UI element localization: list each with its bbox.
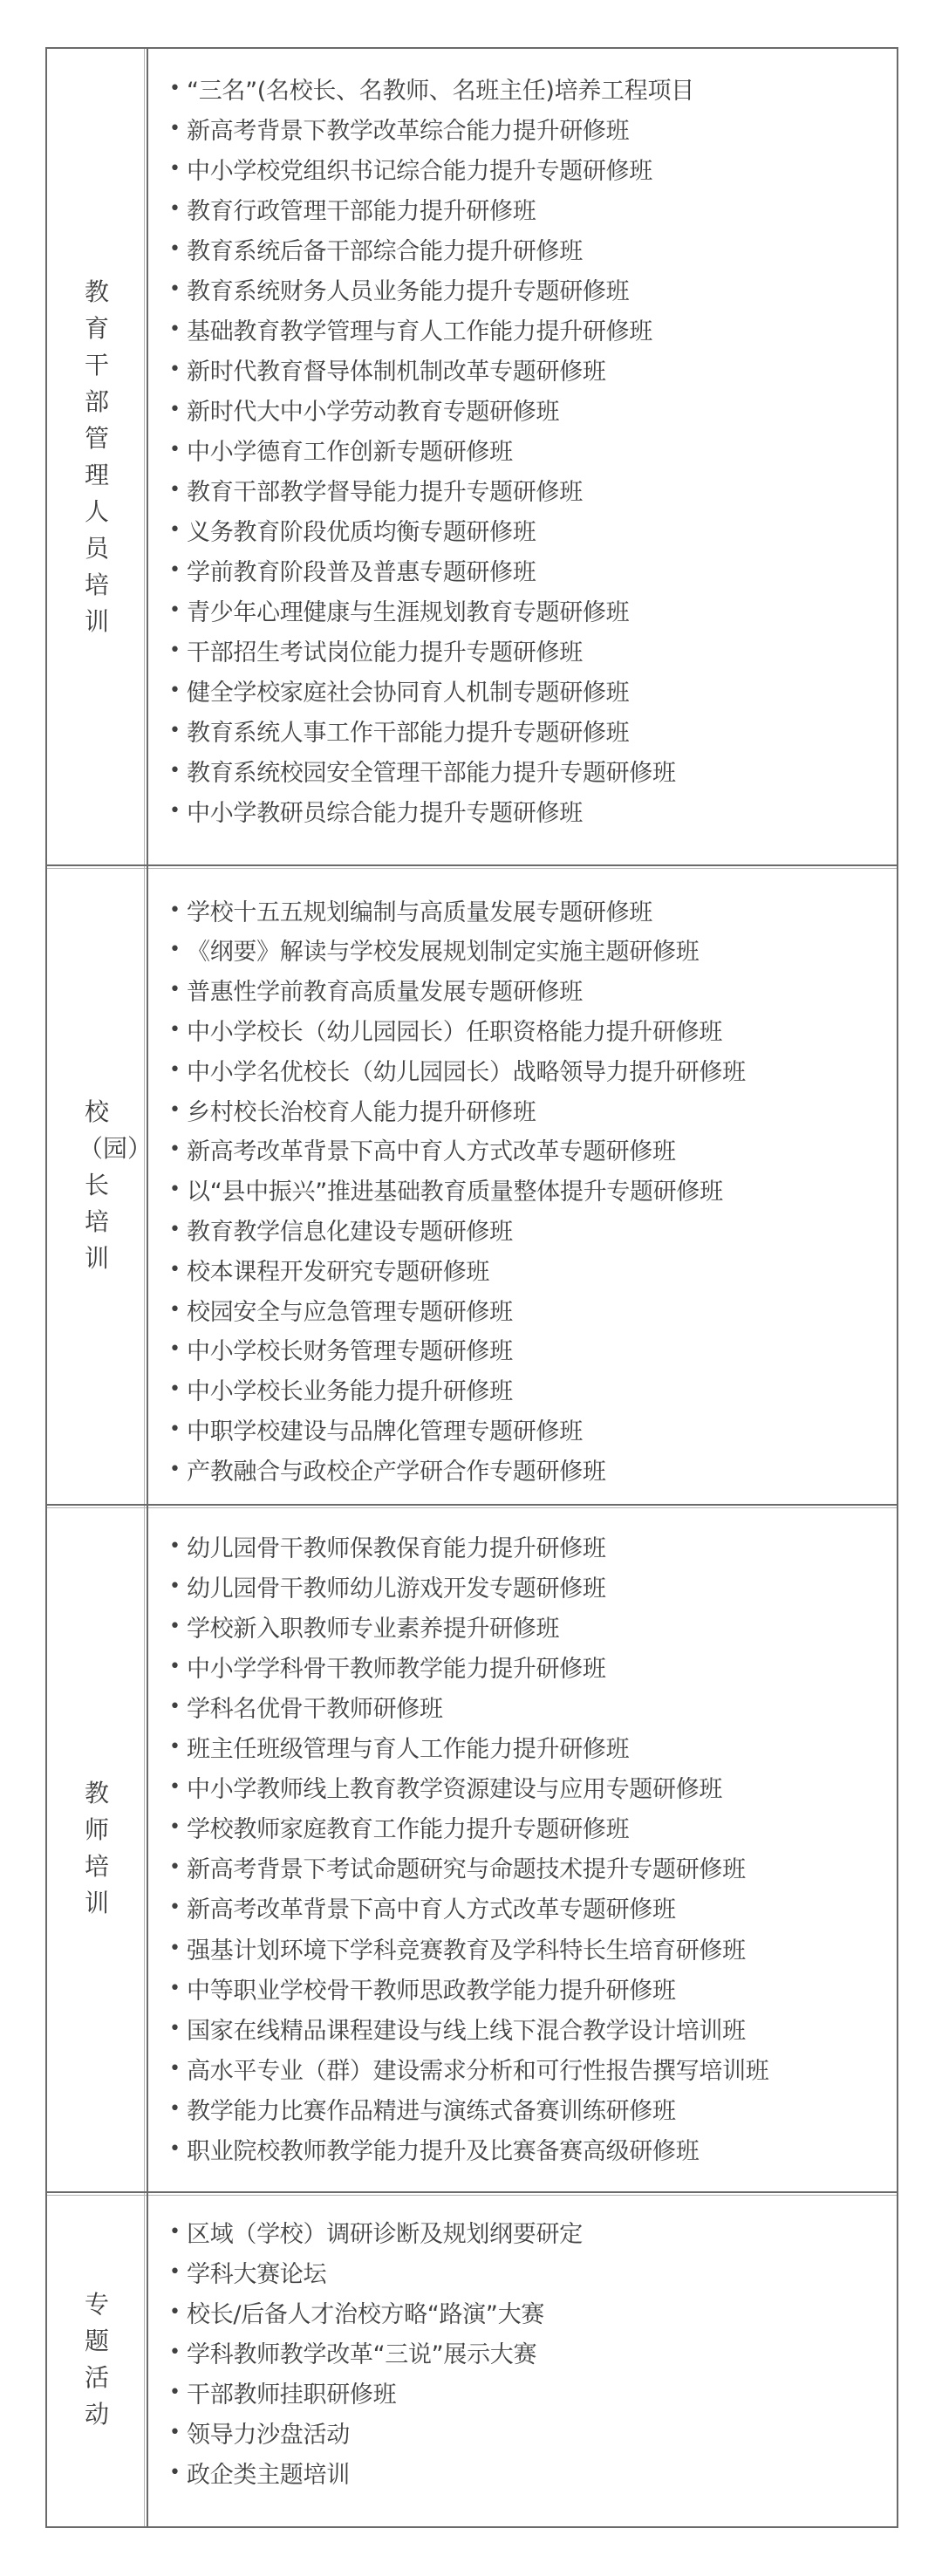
course-name: 义务教育阶段优质均衡专题研修班 (187, 518, 536, 546)
course-name: “三名”(名校长、名教师、名班主任)培养工程项目 (187, 77, 694, 105)
course-name: 教育系统财务人员业务能力提升专题研修班 (187, 277, 630, 305)
course-name: 新高考背景下教学改革综合能力提升研修班 (187, 117, 630, 145)
list-item (169, 671, 888, 709)
list-item (169, 751, 888, 789)
list-item (169, 1050, 888, 1089)
list-item (169, 470, 888, 509)
list-item (169, 189, 888, 228)
list-item (169, 2009, 888, 2047)
course-name: 教学能力比赛作品精进与演练式备赛训练研修班 (187, 2097, 676, 2125)
list-item (169, 1250, 888, 1288)
category-cell (47, 1506, 148, 2191)
course-name: 健全学校家庭社会协同育人机制专题研修班 (187, 679, 630, 707)
bullet-icon: • (169, 979, 181, 1001)
list-item (169, 1728, 888, 1766)
list-item (169, 1768, 888, 1807)
course-name: 新高考改革背景下高中育人方式改革专题研修班 (187, 1138, 676, 1166)
course-name: 强基计划环境下学科竞赛教育及学科特长生培育研修班 (187, 1937, 746, 1964)
course-name: 职业院校教师教学能力提升及比赛备赛高级研修班 (187, 2138, 700, 2165)
bullet-icon: • (169, 157, 181, 180)
bullet-icon: • (169, 799, 181, 822)
category-cell (47, 2193, 148, 2526)
course-name: 产教融合与政校企产学研合作专题研修班 (187, 1458, 606, 1486)
list-item (169, 1171, 888, 1209)
course-name: 高水平专业（群）建设需求分析和可行性报告撰写培训班 (187, 2057, 769, 2085)
list-item (169, 1450, 888, 1488)
list-item (169, 1010, 888, 1049)
course-name: 学前教育阶段普及普惠专题研修班 (187, 558, 536, 586)
bullet-icon: • (169, 438, 181, 461)
course-name: 青少年心理健康与生涯规划教育专题研修班 (187, 598, 630, 626)
course-table (45, 47, 898, 2528)
bullet-icon: • (169, 2220, 181, 2243)
course-name: 学校十五五规划编制与高质量发展专题研修班 (187, 899, 652, 926)
bullet-icon: • (169, 1937, 181, 1959)
list-item (169, 2292, 888, 2331)
bullet-icon: • (169, 1098, 181, 1121)
list-item (169, 1567, 888, 1605)
bullet-icon: • (169, 759, 181, 782)
bullet-icon: • (169, 1655, 181, 1677)
bullet-icon: • (169, 2421, 181, 2443)
bullet-icon: • (169, 2461, 181, 2484)
section-row-teacher-training (47, 1504, 897, 2191)
bullet-icon: • (169, 719, 181, 741)
list-item (169, 631, 888, 669)
section-row-cadre-training (47, 49, 897, 864)
course-name: 教育系统校园安全管理干部能力提升专题研修班 (187, 759, 676, 787)
course-name: 班主任班级管理与育人工作能力提升研修班 (187, 1736, 630, 1763)
bullet-icon: • (169, 2340, 181, 2363)
bullet-icon: • (169, 1776, 181, 1799)
course-name: 校本课程开发研究专题研修班 (187, 1258, 490, 1286)
list-item (169, 310, 888, 348)
list-item (169, 430, 888, 468)
course-name: 中小学校党组织书记综合能力提升专题研修班 (187, 157, 652, 185)
course-name: 干部教师挂职研修班 (187, 2381, 397, 2409)
course-name: 学科大赛论坛 (187, 2260, 327, 2288)
course-name: 校长/后备人才治校方略“路演”大赛 (187, 2300, 544, 2328)
bullet-icon: • (169, 1378, 181, 1401)
category-cell (47, 49, 148, 864)
course-name: 新时代教育督导体制机制改革专题研修班 (187, 358, 606, 386)
bullet-icon: • (169, 1615, 181, 1637)
course-name: 中小学校长业务能力提升研修班 (187, 1378, 513, 1406)
list-item (169, 2252, 888, 2291)
list-item (169, 1647, 888, 1685)
course-name: 幼儿园骨干教师幼儿游戏开发专题研修班 (187, 1575, 606, 1602)
bullet-icon: • (169, 318, 181, 340)
list-item (169, 2453, 888, 2491)
bullet-icon: • (169, 1258, 181, 1281)
bullet-icon: • (169, 1298, 181, 1321)
course-name: 学校教师家庭教育工作能力提升专题研修班 (187, 1816, 630, 1844)
course-name: 以“县中振兴”推进基础教育质量整体提升专题研修班 (187, 1179, 723, 1206)
bullet-icon: • (169, 1695, 181, 1718)
course-name: 教育行政管理干部能力提升研修班 (187, 197, 536, 225)
section-row-special-activities (47, 2191, 897, 2526)
list-item (169, 1848, 888, 1887)
course-name: 教育干部教学督导能力提升专题研修班 (187, 478, 583, 506)
bullet-icon: • (169, 899, 181, 921)
list-item (169, 891, 888, 929)
list-item (169, 550, 888, 589)
bullet-icon: • (169, 2381, 181, 2403)
bullet-icon: • (169, 1977, 181, 1999)
bullet-icon: • (169, 2260, 181, 2283)
list-item (169, 791, 888, 830)
course-name: 校园安全与应急管理专题研修班 (187, 1298, 513, 1326)
bullet-icon: • (169, 117, 181, 140)
bullet-icon: • (169, 1018, 181, 1041)
bullet-icon: • (169, 277, 181, 300)
bullet-icon: • (169, 639, 181, 661)
bullet-icon: • (169, 1534, 181, 1557)
list-item (169, 149, 888, 188)
bullet-icon: • (169, 1218, 181, 1240)
bullet-icon: • (169, 478, 181, 501)
course-name: 教育系统人事工作干部能力提升专题研修班 (187, 719, 630, 747)
course-name: 中等职业学校骨干教师思政教学能力提升研修班 (187, 1977, 676, 2005)
course-name: 区域（学校）调研诊断及规划纲要研定 (187, 2220, 583, 2248)
bullet-icon: • (169, 1575, 181, 1597)
course-name: 中小学校长财务管理专题研修班 (187, 1338, 513, 1366)
list-item (169, 1410, 888, 1448)
bullet-icon: • (169, 558, 181, 581)
list-item (169, 1210, 888, 1248)
list-item (169, 270, 888, 308)
course-name: 教育系统后备干部综合能力提升研修班 (187, 237, 583, 265)
section-row-principal-training (47, 864, 897, 1504)
course-list (148, 2193, 897, 2526)
course-name: 国家在线精品课程建设与线上线下混合教学设计培训班 (187, 2017, 746, 2045)
list-item (169, 2089, 888, 2128)
bullet-icon: • (169, 398, 181, 420)
bullet-icon: • (169, 1418, 181, 1440)
bullet-icon: • (169, 2300, 181, 2323)
bullet-icon: • (169, 939, 181, 961)
course-list (148, 49, 897, 864)
bullet-icon: • (169, 1179, 181, 1201)
course-name: 普惠性学前教育高质量发展专题研修班 (187, 979, 583, 1007)
list-item (169, 1370, 888, 1409)
bullet-icon: • (169, 1458, 181, 1480)
course-name: 新高考背景下考试命题研究与命题技术提升专题研修班 (187, 1856, 746, 1884)
course-name: 中职学校建设与品牌化管理专题研修班 (187, 1418, 583, 1445)
bullet-icon: • (169, 1338, 181, 1361)
category-label: 教师培训 (84, 1779, 109, 1917)
list-item (169, 1889, 888, 1927)
bullet-icon: • (169, 77, 181, 99)
list-item (169, 2333, 888, 2371)
bullet-icon: • (169, 1058, 181, 1081)
course-name: 新时代大中小学劳动教育专题研修班 (187, 398, 560, 426)
category-label: 专题活动 (84, 2290, 109, 2429)
course-name: 《纲要》解读与学校发展规划制定实施主题研修班 (187, 939, 700, 967)
list-item (169, 1969, 888, 2007)
list-item (169, 2130, 888, 2169)
bullet-icon: • (169, 1856, 181, 1879)
bullet-icon: • (169, 518, 181, 541)
list-item (169, 390, 888, 428)
list-item (169, 350, 888, 388)
course-name: 乡村校长治校育人能力提升研修班 (187, 1098, 536, 1126)
course-name: 中小学学科骨干教师教学能力提升研修班 (187, 1655, 606, 1683)
list-item (169, 1090, 888, 1129)
list-item (169, 931, 888, 969)
course-list (148, 1506, 897, 2191)
list-item (169, 1290, 888, 1329)
list-item (169, 2373, 888, 2411)
category-label: 校（园）长培训 (78, 1097, 153, 1273)
course-name: 中小学教研员综合能力提升专题研修班 (187, 799, 583, 827)
course-name: 中小学校长（幼儿园园长）任职资格能力提升研修班 (187, 1018, 723, 1046)
bullet-icon: • (169, 1736, 181, 1758)
bullet-icon: • (169, 598, 181, 621)
course-name: 中小学名优校长（幼儿园园长）战略领导力提升研修班 (187, 1058, 746, 1086)
list-item (169, 1687, 888, 1725)
course-name: 领导力沙盘活动 (187, 2421, 350, 2449)
bullet-icon: • (169, 1896, 181, 1919)
list-item (169, 591, 888, 629)
bullet-icon: • (169, 358, 181, 380)
list-item (169, 2413, 888, 2451)
course-name: 学校新入职教师专业素养提升研修班 (187, 1615, 560, 1643)
list-item (169, 510, 888, 549)
bullet-icon: • (169, 197, 181, 220)
course-name: 中小学德育工作创新专题研修班 (187, 438, 513, 466)
list-item (169, 711, 888, 749)
bullet-icon: • (169, 1138, 181, 1161)
list-item (169, 1929, 888, 1967)
course-name: 幼儿园骨干教师保教保育能力提升研修班 (187, 1534, 606, 1562)
list-item (169, 1607, 888, 1645)
bullet-icon: • (169, 1816, 181, 1839)
list-item (169, 971, 888, 1009)
list-item (169, 1330, 888, 1369)
list-item (169, 1808, 888, 1847)
bullet-icon: • (169, 2138, 181, 2160)
course-list (148, 866, 897, 1504)
course-name: 教育教学信息化建设专题研修班 (187, 1218, 513, 1246)
bullet-icon: • (169, 2017, 181, 2040)
bullet-icon: • (169, 2097, 181, 2120)
course-name: 干部招生考试岗位能力提升专题研修班 (187, 639, 583, 666)
list-item (169, 229, 888, 268)
bullet-icon: • (169, 237, 181, 260)
list-item (169, 1131, 888, 1169)
course-name: 基础教育教学管理与育人工作能力提升研修班 (187, 318, 652, 345)
list-item (169, 69, 888, 107)
list-item (169, 2212, 888, 2251)
bullet-icon: • (169, 679, 181, 701)
category-cell (47, 866, 153, 1504)
list-item (169, 109, 888, 147)
course-name: 新高考改革背景下高中育人方式改革专题研修班 (187, 1896, 676, 1924)
list-item (169, 2049, 888, 2087)
category-label: 教育干部管理人员培训 (84, 277, 109, 636)
course-name: 政企类主题培训 (187, 2461, 350, 2489)
course-name: 学科教师教学改革“三说”展示大赛 (187, 2340, 537, 2368)
list-item (169, 1527, 888, 1565)
course-name: 学科名优骨干教师研修班 (187, 1695, 443, 1723)
bullet-icon: • (169, 2057, 181, 2080)
course-name: 中小学教师线上教育教学资源建设与应用专题研修班 (187, 1776, 723, 1804)
